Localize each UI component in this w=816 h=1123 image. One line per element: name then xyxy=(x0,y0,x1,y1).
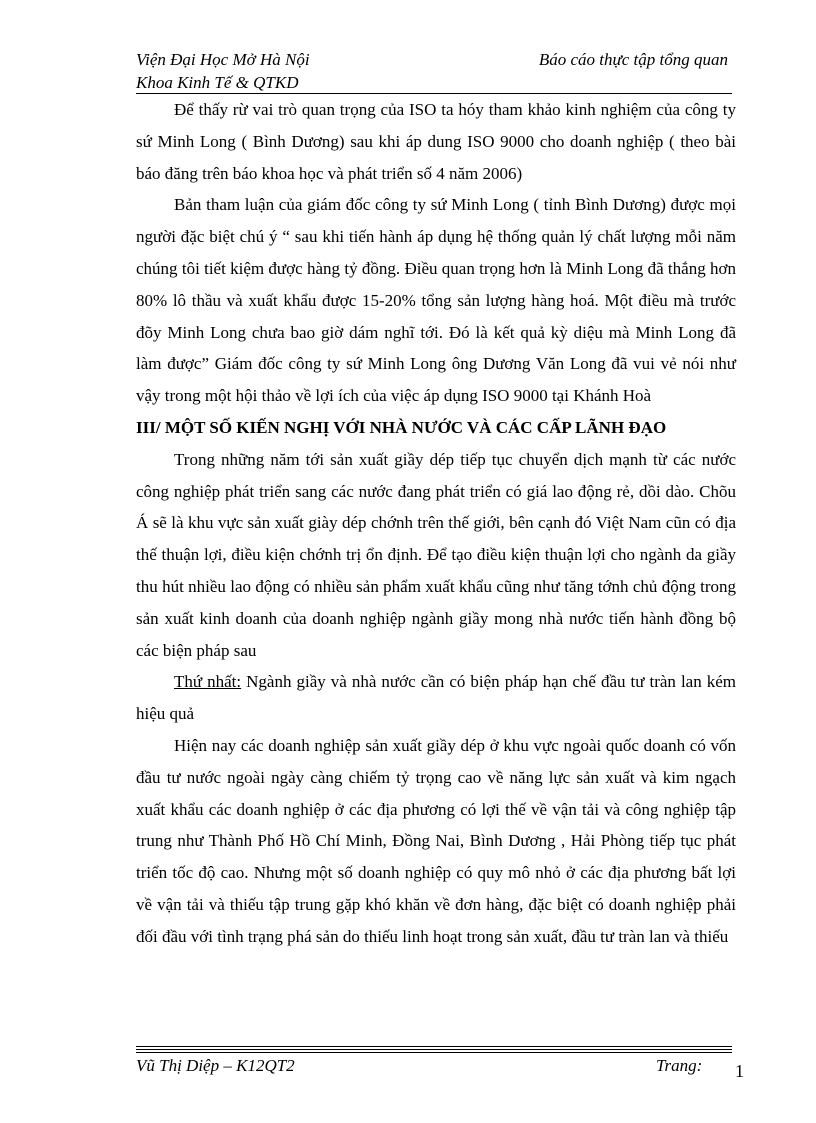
page-header xyxy=(136,48,732,94)
paragraph-iso-intro: Để thấy rừ vai trò quan trọng của ISO ta hóy tham khảo kinh nghiệm của công ty sứ Minh Long ( Bình Dương) sau khi áp dung ISO 9000 cho doanh nghiệp ( theo bài báo đăng trên báo khoa học và phát triển số 4 năm 2006) xyxy=(136,100,736,183)
paragraph-current-situation: Hiện nay các doanh nghiệp sản xuất giầy dép ở khu vực ngoài quốc doanh có vốn đầu tư nước ngoài ngày càng chiếm tỷ trọng cao về năng lực sản xuất và kim ngạch xuất khẩu các doanh nghiệp ở các địa phương có lợi thế về vận tải và công nghiệp tập trung như Thành Phố Hồ Chí Minh, Đồng Nai, Bình Dương , Hải Phòng tiếp tục phát triển tốc độ cao. Nhưng một số doanh nghiệp có quy mô nhỏ ở các địa phương bất lợi về vận tải và thiếu tập trung gặp khó khăn về đơn hàng, đặc biệt có doanh nghiệp phải đối đầu với tình trạng phá sản do thiếu linh hoạt trong sản xuất, đầu tư tràn lan và thiếu xyxy=(136,735,736,946)
paragraph-minh-long: Bản tham luận của giám đốc công ty sứ Minh Long ( tỉnh Bình Dương) được mọi người đặc biệt chú ý “ sau khi tiến hành áp dụng hệ thống quản lý chất lượng mỗi năm chúng tôi tiết kiệm được hàng tỷ đồng. Điều quan trọng hơn là Minh Long đã thắng hơn 80% lô thầu và xuất khẩu được 15-20% tổng sản lượng hàng hoá. Một điều mà trước đõy Minh Long chưa bao giờ dám nghĩ tới. Đó là kết quả kỳ diệu mà Minh Long đã làm được” Giám đốc công ty sứ Minh Long ông Dương Văn Long đã vui vẻ nói như vậy trong một hội thảo về lợi ích của việc áp dụng ISO 9000 tại Khánh Hoà xyxy=(136,195,736,406)
header-left xyxy=(136,48,310,94)
first-measure-text: Ngành giầy và nhà nước cần có biện pháp hạn chế đầu tư tràn lan kém hiệu quả xyxy=(136,672,737,724)
footer-author: Vũ Thị Diệp – K12QT2 xyxy=(136,1056,295,1075)
document-body xyxy=(136,94,736,953)
footer-rule-bottom xyxy=(136,1052,732,1053)
header-report-title: Báo cáo thực tập tổng quan xyxy=(538,50,728,69)
header-institute: Viện Đại Học Mở Hà Nội xyxy=(136,50,310,69)
footer-page-label: Trang: xyxy=(656,1056,703,1075)
first-measure-label: Thứ nhất: xyxy=(174,672,242,692)
page-number: 1 xyxy=(735,1061,744,1081)
section-heading: III/ MỘT SỐ KIẾN NGHỊ VỚI NHÀ NƯỚC VÀ CÁC CẤP LÃNH ĐẠO xyxy=(136,417,667,437)
footer-rule-top xyxy=(136,1046,732,1047)
header-faculty: Khoa Kinh Tế & QTKD xyxy=(136,73,299,92)
paragraph-first-measure xyxy=(136,666,736,730)
paragraph-footwear-trend: Trong những năm tới sản xuất giầy dép tiếp tục chuyển dịch mạnh từ các nước công nghiệp phát triển sang các nước đang phát triển có giá lao động rẻ, dồi dào. Chõu Á sẽ là khu vực sản xuất giày dép chớnh trên thế giới, bên cạnh đó Việt Nam cũn có địa thế thuận lợi, điều kiện chớnh trị ổn định. Để tạo điều kiện thuận lợi cho ngành da giầy thu hút nhiều lao động có nhiều sản phẩm xuất khẩu cũng như tăng tớnh chủ động trong sản xuất kinh doanh của doanh nghiệp ngành giầy mong nhà nước tiến hành đồng bộ các biện pháp sau xyxy=(136,449,736,660)
footer-rule-middle xyxy=(136,1049,732,1050)
